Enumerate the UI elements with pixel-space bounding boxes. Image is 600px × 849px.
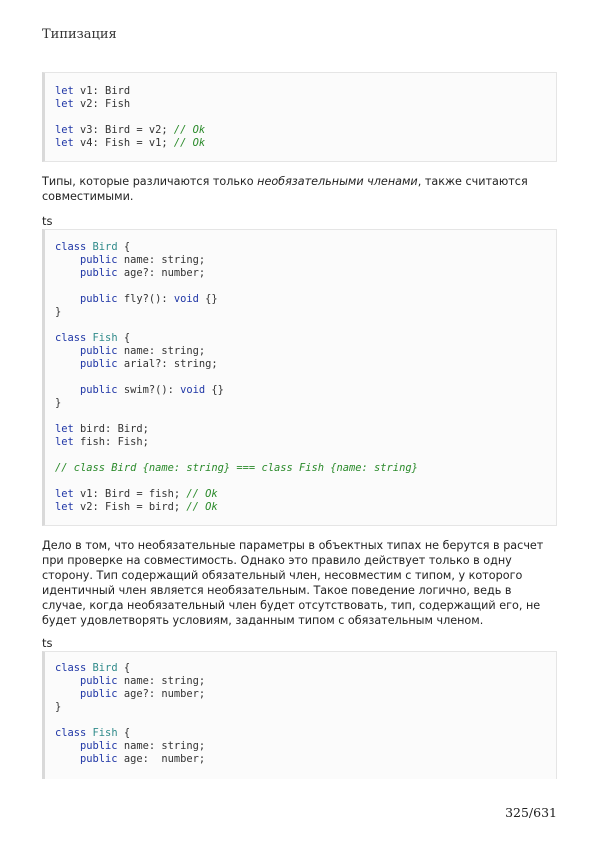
code-text: {} (198, 293, 218, 305)
code-keyword: public (80, 254, 118, 266)
code-text: v3: Bird = v2; (73, 124, 174, 136)
code-line (55, 85, 556, 98)
code-text: arial?: string; (117, 358, 218, 370)
code-line (55, 137, 556, 150)
code-line (55, 753, 556, 766)
code-line (55, 358, 556, 371)
code-line (55, 345, 556, 358)
code-keyword: public (80, 688, 118, 700)
code-keyword: public (80, 753, 118, 765)
code-text: fish: Fish; (73, 436, 149, 448)
code-text: name: string; (117, 254, 206, 266)
code-line (55, 462, 556, 475)
code-keyword: public (80, 345, 118, 357)
code-text: name: string; (117, 740, 206, 752)
code-text: { (117, 727, 131, 739)
code-line (55, 306, 556, 319)
code-class-name: Fish (92, 332, 118, 344)
code-text: name: string; (117, 675, 206, 687)
code-blank-line (55, 280, 556, 293)
code-blank-line (55, 111, 556, 124)
code-line (55, 501, 556, 514)
code-language-label: ts (42, 636, 53, 650)
code-text (55, 293, 80, 305)
code-text: v4: Fish = v1; (73, 137, 174, 149)
code-line (55, 384, 556, 397)
code-keyword: public (80, 675, 118, 687)
code-line (55, 267, 556, 280)
code-keyword: let (55, 501, 74, 513)
code-keyword: public (80, 358, 118, 370)
code-text: v1: Bird = fish; (73, 488, 187, 500)
page-number: 325/631 (505, 805, 557, 820)
code-text: { (117, 241, 131, 253)
code-keyword: let (55, 436, 74, 448)
code-blank-line (55, 371, 556, 384)
code-text: fly?(): (117, 293, 174, 305)
code-blank-line (55, 475, 556, 488)
code-language-label: ts (42, 214, 53, 228)
code-keyword: let (55, 423, 74, 435)
code-text: age?: number; (117, 688, 206, 700)
code-keyword: void (173, 293, 199, 305)
code-text (55, 688, 80, 700)
code-keyword: class (55, 241, 87, 253)
code-text (55, 358, 80, 370)
code-line (55, 727, 556, 740)
code-text (55, 740, 80, 752)
code-keyword: let (55, 137, 74, 149)
code-class-name: Bird (92, 662, 118, 674)
paragraph-explanation: Дело в том, что необязательные параметры в объектных типах не берутся в расчет при проверке на совместимость. Однако это правило действует только в одну сторону. Тип содержащий обязательный член, несовместим с типом, у которого идентичный член является необязательным. Такое поведение логично, ведь в случае, когда необязательный член будет отсутствовать, тип, содержащий его, не будет удовлетворять условиям, заданным типом с обязательным членом. (42, 539, 544, 627)
code-class-name: Fish (92, 727, 118, 739)
code-text: age: number; (117, 753, 206, 765)
code-keyword: class (55, 662, 87, 674)
code-line (55, 488, 556, 501)
code-keyword: let (55, 98, 74, 110)
code-keyword: class (55, 727, 87, 739)
code-text: swim?(): (117, 384, 181, 396)
code-text: } (55, 306, 62, 318)
code-keyword: class (55, 332, 87, 344)
code-line (55, 397, 556, 410)
code-line (55, 740, 556, 753)
code-text: v1: Bird (73, 85, 131, 97)
code-blank-line (55, 410, 556, 423)
code-class-name: Bird (92, 241, 118, 253)
code-text: name: string; (117, 345, 206, 357)
code-line (55, 436, 556, 449)
code-block-3 (42, 651, 557, 779)
code-blank-line (55, 714, 556, 727)
code-comment: // Ok (186, 488, 218, 500)
code-line (55, 332, 556, 345)
code-comment: // Ok (173, 124, 206, 136)
code-text: age?: number; (117, 267, 206, 279)
code-text (55, 345, 80, 357)
code-comment: // class Bird {name: string} === class Fish {name: string} (55, 462, 418, 474)
code-keyword: public (80, 384, 118, 396)
code-text: v2: Fish = bird; (73, 501, 187, 513)
code-block-2 (42, 229, 557, 526)
code-text: { (117, 662, 131, 674)
code-line (55, 241, 556, 254)
code-line (55, 98, 556, 111)
code-text (55, 675, 80, 687)
code-text (55, 254, 80, 266)
code-text: bird: Bird; (73, 423, 149, 435)
paragraph-text: , также считаются совместимыми. (42, 175, 528, 203)
code-line (55, 293, 556, 306)
code-line (55, 423, 556, 436)
code-comment: // Ok (186, 501, 218, 513)
code-line (55, 254, 556, 267)
code-text (55, 384, 80, 396)
code-text: } (55, 397, 62, 409)
code-block-1 (42, 72, 557, 162)
code-line (55, 675, 556, 688)
code-line (55, 662, 556, 675)
code-blank-line (55, 319, 556, 332)
code-text: } (55, 701, 62, 713)
code-keyword: public (80, 267, 118, 279)
paragraph-optional-members (42, 174, 557, 204)
code-text (55, 267, 80, 279)
code-text (55, 753, 80, 765)
code-line (55, 701, 556, 714)
code-keyword: let (55, 124, 74, 136)
code-comment: // Ok (173, 137, 206, 149)
paragraph-emphasis: необязательными членами (257, 175, 418, 188)
code-keyword: public (80, 293, 118, 305)
code-blank-line (55, 449, 556, 462)
code-line (55, 688, 556, 701)
code-keyword: void (180, 384, 206, 396)
code-text: v2: Fish (73, 98, 131, 110)
code-text: {} (205, 384, 224, 396)
code-keyword: let (55, 488, 74, 500)
code-keyword: let (55, 85, 74, 97)
paragraph-text: Типы, которые различаются только (42, 175, 258, 188)
code-line (55, 124, 556, 137)
code-keyword: public (80, 740, 118, 752)
code-text: { (117, 332, 131, 344)
running-title: Типизация (42, 27, 117, 42)
